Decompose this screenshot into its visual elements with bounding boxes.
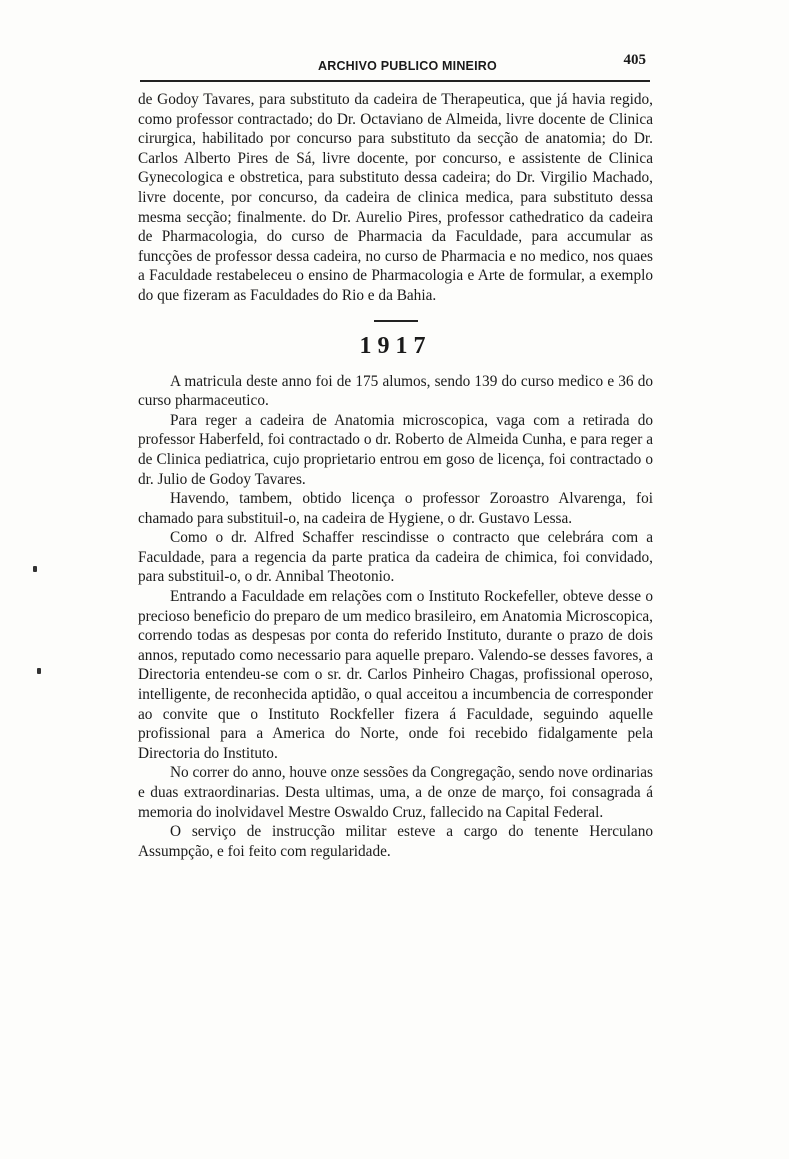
page-body bbox=[138, 90, 653, 861]
paragraph-hygiene-chair: Havendo, tambem, obtido licença o professor Zoroastro Alvarenga, foi chamado para substituil-o, na cadeira de Hygiene, o dr. Gustavo Lessa. bbox=[138, 490, 653, 527]
paragraph-chemistry-chair: Como o dr. Alfred Schaffer rescindisse o contracto que celebrára com a Faculdade, para a regencia da parte pratica da cadeira de chimica, foi convidado, para substituil-o, o dr. Annibal Theotonio. bbox=[138, 529, 653, 586]
page-number: 405 bbox=[623, 52, 646, 68]
margin-mark bbox=[37, 668, 41, 674]
paragraph-continuation: de Godoy Tavares, para substituto da cadeira de Therapeutica, que já havia regido, como professor contractado; do Dr. Octaviano de Almeida, livre docente de Clinica cirurgica, habilitado por concurso para substituto da secção de anatomia; do Dr. Carlos Alberto Pires de Sá, livre docente, por concurso, e assistente de Clinica Gynecologica e obstretica, para substituto dessa cadeira; do Dr. Virgilio Machado, livre docente, por concurso, da cadeira de clinica medica, para substituto dessa mesma secção; finalmente. do Dr. Aurelio Pires, professor cathedratico da cadeira de Pharmacologia, do curso de Pharmacia da Faculdade, para accumular as funcções de professor dessa cadeira, no curso de Pharmacia e no medico, nos quaes a Faculdade restabeleceu o ensino de Pharmacologia e Arte de formular, a exemplo do que fizeram as Faculdades do Rio e da Bahia. bbox=[138, 91, 653, 304]
page-header bbox=[140, 52, 650, 80]
paragraph-rockefeller: Entrando a Faculdade em relações com o Instituto Rockefeller, obteve desse o precioso beneficio do preparo de um medico brasileiro, em Anatomia Microscopica, correndo todas as despesas por conta do referido Instituto, durante o prazo de dois annos, reputado como necessario para aquelle preparo. Valendo-se desses favores, a Directoria entendeu-se com o sr. dr. Carlos Pinheiro Chagas, profissional operoso, intelligente, de reconhecida aptidão, o qual acceitou a incumbencia de corresponder ao convite que o Instituto Rockfeller fizera á Faculdade, seguindo aquelle profissional para a America do Norte, onde foi recebido fidalgamente pela Directoria do Instituto. bbox=[138, 588, 653, 762]
header-rule bbox=[140, 80, 650, 82]
year-heading: 1917 bbox=[359, 332, 432, 359]
paragraph-anatomy-chair: Para reger a cadeira de Anatomia microscopica, vaga com a retirada do professor Haberfeld, foi contractado o dr. Roberto de Almeida Cunha, e para reger a de Clinica pediatrica, cujo proprietario entrou em goso de licença, foi contractado o dr. Julio de Godoy Tavares. bbox=[138, 411, 653, 488]
paragraph-military-instruction: O serviço de instrucção militar esteve a cargo do tenente Herculano Assumpção, e foi feito com regularidade. bbox=[138, 823, 653, 860]
margin-mark bbox=[33, 566, 37, 572]
paragraph-enrollment: A matricula deste anno foi de 175 alumos, sendo 139 do curso medico e 36 do curso pharmaceutico. bbox=[138, 372, 653, 410]
paragraph-congregation: No correr do anno, houve onze sessões da Congregação, sendo nove ordinarias e duas extraordinarias. Desta ultimas, uma, a de onze de março, foi consagrada á memoria do inolvidavel Mestre Oswaldo Cruz, fallecido na Capital Federal. bbox=[138, 764, 653, 821]
running-head: ARCHIVO PUBLICO MINEIRO bbox=[318, 59, 497, 73]
year-separator-rule bbox=[374, 320, 418, 322]
